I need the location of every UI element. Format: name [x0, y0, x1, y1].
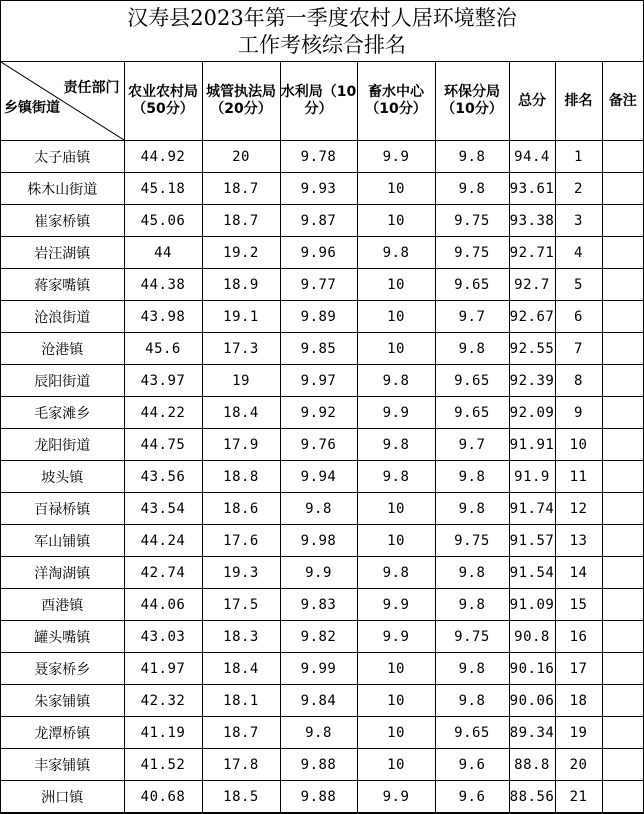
water-score-cell: 9.99 — [280, 653, 357, 685]
water-score-cell: 9.94 — [280, 461, 357, 493]
rank-cell: 20 — [555, 749, 602, 781]
township-name-cell: 坡头镇 — [1, 461, 124, 493]
total-score-cell: 92.09 — [509, 397, 555, 429]
env-score-cell: 9.6 — [435, 749, 509, 781]
urban-score-cell: 18.7 — [202, 173, 280, 205]
urban-score-cell: 19 — [202, 365, 280, 397]
water-score-cell: 9.88 — [280, 749, 357, 781]
table-row — [1, 749, 643, 781]
water-score-cell: 9.89 — [280, 301, 357, 333]
table-row — [1, 141, 643, 173]
rank-cell: 16 — [555, 621, 602, 653]
rank-cell: 5 — [555, 269, 602, 301]
document-title — [1, 1, 643, 62]
table-row — [1, 269, 643, 301]
urban-score-cell: 18.3 — [202, 621, 280, 653]
note-cell — [602, 237, 643, 269]
env-score-cell: 9.8 — [435, 653, 509, 685]
livestock-score-cell: 10 — [357, 493, 435, 525]
header-urban: 城管执法局（20分） — [202, 62, 280, 141]
urban-score-cell: 18.7 — [202, 717, 280, 749]
env-score-cell: 9.8 — [435, 589, 509, 621]
table-row — [1, 237, 643, 269]
livestock-score-cell: 9.9 — [357, 397, 435, 429]
water-score-cell: 9.78 — [280, 141, 357, 173]
total-score-cell: 91.57 — [509, 525, 555, 557]
rank-cell: 10 — [555, 429, 602, 461]
total-score-cell: 92.67 — [509, 301, 555, 333]
total-score-cell: 90.8 — [509, 621, 555, 653]
note-cell — [602, 365, 643, 397]
township-name-cell: 聂家桥乡 — [1, 653, 124, 685]
agri-score-cell: 41.19 — [124, 717, 202, 749]
total-score-cell: 88.8 — [509, 749, 555, 781]
urban-score-cell: 18.7 — [202, 205, 280, 237]
env-score-cell: 9.65 — [435, 717, 509, 749]
livestock-score-cell: 10 — [357, 301, 435, 333]
township-name-cell: 龙阳街道 — [1, 429, 124, 461]
rank-cell: 7 — [555, 333, 602, 365]
township-name-cell: 毛家滩乡 — [1, 397, 124, 429]
header-note: 备注 — [602, 62, 643, 141]
township-name-cell: 军山铺镇 — [1, 525, 124, 557]
title-line-1: 汉寿县2023年第一季度农村人居环境整治 — [127, 6, 517, 30]
note-cell — [602, 781, 643, 813]
note-cell — [602, 205, 643, 237]
livestock-score-cell: 10 — [357, 333, 435, 365]
total-score-cell: 94.4 — [509, 141, 555, 173]
header-livestock: 畜水中心（10分） — [357, 62, 435, 141]
agri-score-cell: 43.54 — [124, 493, 202, 525]
urban-score-cell: 18.1 — [202, 685, 280, 717]
env-score-cell: 9.75 — [435, 621, 509, 653]
livestock-score-cell: 10 — [357, 269, 435, 301]
table-row — [1, 557, 643, 589]
livestock-score-cell: 10 — [357, 717, 435, 749]
livestock-score-cell: 9.8 — [357, 557, 435, 589]
agri-score-cell: 43.97 — [124, 365, 202, 397]
water-score-cell: 9.76 — [280, 429, 357, 461]
agri-score-cell: 41.97 — [124, 653, 202, 685]
water-score-cell: 9.87 — [280, 205, 357, 237]
rank-cell: 4 — [555, 237, 602, 269]
township-name-cell: 朱家铺镇 — [1, 685, 124, 717]
env-score-cell: 9.65 — [435, 397, 509, 429]
table-row — [1, 461, 643, 493]
note-cell — [602, 173, 643, 205]
corner-label-department: 责任部门 — [63, 80, 120, 96]
note-cell — [602, 461, 643, 493]
livestock-score-cell: 10 — [357, 749, 435, 781]
total-score-cell: 89.34 — [509, 717, 555, 749]
env-score-cell: 9.8 — [435, 333, 509, 365]
total-score-cell: 91.91 — [509, 429, 555, 461]
total-score-cell: 91.54 — [509, 557, 555, 589]
total-score-cell: 93.38 — [509, 205, 555, 237]
table-row — [1, 717, 643, 749]
total-score-cell: 93.61 — [509, 173, 555, 205]
total-score-cell: 91.9 — [509, 461, 555, 493]
livestock-score-cell: 9.8 — [357, 237, 435, 269]
rank-cell: 8 — [555, 365, 602, 397]
total-score-cell: 91.09 — [509, 589, 555, 621]
table-row — [1, 781, 643, 813]
rank-cell: 19 — [555, 717, 602, 749]
livestock-score-cell: 10 — [357, 173, 435, 205]
table-row — [1, 525, 643, 557]
water-score-cell: 9.85 — [280, 333, 357, 365]
township-name-cell: 沧浪街道 — [1, 301, 124, 333]
table-row — [1, 333, 643, 365]
note-cell — [602, 621, 643, 653]
agri-score-cell: 42.32 — [124, 685, 202, 717]
agri-score-cell: 41.52 — [124, 749, 202, 781]
urban-score-cell: 20 — [202, 141, 280, 173]
rank-cell: 13 — [555, 525, 602, 557]
table-row — [1, 205, 643, 237]
livestock-score-cell: 10 — [357, 205, 435, 237]
water-score-cell: 9.82 — [280, 621, 357, 653]
agri-score-cell: 44.92 — [124, 141, 202, 173]
urban-score-cell: 18.5 — [202, 781, 280, 813]
livestock-score-cell: 9.9 — [357, 589, 435, 621]
table-row — [1, 493, 643, 525]
env-score-cell: 9.8 — [435, 685, 509, 717]
rank-cell: 17 — [555, 653, 602, 685]
water-score-cell: 9.8 — [280, 493, 357, 525]
agri-score-cell: 44.24 — [124, 525, 202, 557]
corner-label-township: 乡镇街道 — [4, 100, 60, 116]
env-score-cell: 9.8 — [435, 141, 509, 173]
urban-score-cell: 18.6 — [202, 493, 280, 525]
township-name-cell: 岩汪湖镇 — [1, 237, 124, 269]
agri-score-cell: 40.68 — [124, 781, 202, 813]
note-cell — [602, 749, 643, 781]
township-name-cell: 龙潭桥镇 — [1, 717, 124, 749]
note-cell — [602, 685, 643, 717]
agri-score-cell: 45.6 — [124, 333, 202, 365]
note-cell — [602, 333, 643, 365]
env-score-cell: 9.8 — [435, 557, 509, 589]
township-name-cell: 沧港镇 — [1, 333, 124, 365]
agri-score-cell: 43.03 — [124, 621, 202, 653]
township-name-cell: 辰阳街道 — [1, 365, 124, 397]
urban-score-cell: 17.3 — [202, 333, 280, 365]
note-cell — [602, 493, 643, 525]
rank-cell: 18 — [555, 685, 602, 717]
agri-score-cell: 43.98 — [124, 301, 202, 333]
township-name-cell: 百禄桥镇 — [1, 493, 124, 525]
rank-cell: 11 — [555, 461, 602, 493]
water-score-cell: 9.83 — [280, 589, 357, 621]
water-score-cell: 9.8 — [280, 717, 357, 749]
header-agri: 农业农村局（50分） — [124, 62, 202, 141]
table-row — [1, 653, 643, 685]
livestock-score-cell: 9.9 — [357, 621, 435, 653]
note-cell — [602, 717, 643, 749]
total-score-cell: 92.7 — [509, 269, 555, 301]
rank-cell: 3 — [555, 205, 602, 237]
livestock-score-cell: 9.9 — [357, 781, 435, 813]
table-row — [1, 589, 643, 621]
env-score-cell: 9.75 — [435, 237, 509, 269]
water-score-cell: 9.93 — [280, 173, 357, 205]
env-score-cell: 9.8 — [435, 461, 509, 493]
water-score-cell: 9.97 — [280, 365, 357, 397]
urban-score-cell: 17.8 — [202, 749, 280, 781]
agri-score-cell: 44.06 — [124, 589, 202, 621]
livestock-score-cell: 10 — [357, 685, 435, 717]
township-name-cell: 酉港镇 — [1, 589, 124, 621]
note-cell — [602, 141, 643, 173]
total-score-cell: 88.56 — [509, 781, 555, 813]
note-cell — [602, 557, 643, 589]
header-total: 总分 — [509, 62, 555, 141]
note-cell — [602, 301, 643, 333]
township-name-cell: 太子庙镇 — [1, 141, 124, 173]
env-score-cell: 9.8 — [435, 493, 509, 525]
table-row — [1, 621, 643, 653]
urban-score-cell: 18.4 — [202, 653, 280, 685]
urban-score-cell: 17.5 — [202, 589, 280, 621]
header-rank: 排名 — [555, 62, 602, 141]
livestock-score-cell: 9.8 — [357, 429, 435, 461]
urban-score-cell: 17.6 — [202, 525, 280, 557]
rank-cell: 2 — [555, 173, 602, 205]
env-score-cell: 9.7 — [435, 301, 509, 333]
note-cell — [602, 269, 643, 301]
agri-score-cell: 45.18 — [124, 173, 202, 205]
livestock-score-cell: 9.9 — [357, 141, 435, 173]
rank-cell: 9 — [555, 397, 602, 429]
table-row — [1, 429, 643, 461]
township-name-cell: 丰家铺镇 — [1, 749, 124, 781]
total-score-cell: 92.55 — [509, 333, 555, 365]
rank-cell: 14 — [555, 557, 602, 589]
total-score-cell: 90.16 — [509, 653, 555, 685]
rank-cell: 12 — [555, 493, 602, 525]
water-score-cell: 9.84 — [280, 685, 357, 717]
agri-score-cell: 44.38 — [124, 269, 202, 301]
livestock-score-cell: 9.8 — [357, 365, 435, 397]
water-score-cell: 9.9 — [280, 557, 357, 589]
total-score-cell: 90.06 — [509, 685, 555, 717]
env-score-cell: 9.65 — [435, 269, 509, 301]
water-score-cell: 9.96 — [280, 237, 357, 269]
agri-score-cell: 44.22 — [124, 397, 202, 429]
urban-score-cell: 19.1 — [202, 301, 280, 333]
water-score-cell: 9.77 — [280, 269, 357, 301]
township-name-cell: 罐头嘴镇 — [1, 621, 124, 653]
water-score-cell: 9.92 — [280, 397, 357, 429]
water-score-cell: 9.98 — [280, 525, 357, 557]
table-row — [1, 365, 643, 397]
env-score-cell: 9.6 — [435, 781, 509, 813]
agri-score-cell: 45.06 — [124, 205, 202, 237]
township-name-cell: 洲口镇 — [1, 781, 124, 813]
urban-score-cell: 17.9 — [202, 429, 280, 461]
agri-score-cell: 43.56 — [124, 461, 202, 493]
urban-score-cell: 18.8 — [202, 461, 280, 493]
note-cell — [602, 397, 643, 429]
agri-score-cell: 44 — [124, 237, 202, 269]
note-cell — [602, 429, 643, 461]
table-row — [1, 685, 643, 717]
table-row — [1, 173, 643, 205]
rank-cell: 1 — [555, 141, 602, 173]
township-name-cell: 崔家桥镇 — [1, 205, 124, 237]
note-cell — [602, 589, 643, 621]
urban-score-cell: 18.4 — [202, 397, 280, 429]
note-cell — [602, 653, 643, 685]
livestock-score-cell: 10 — [357, 653, 435, 685]
note-cell — [602, 525, 643, 557]
total-score-cell: 92.71 — [509, 237, 555, 269]
township-name-cell: 蒋家嘴镇 — [1, 269, 124, 301]
rank-cell: 6 — [555, 301, 602, 333]
env-score-cell: 9.8 — [435, 173, 509, 205]
agri-score-cell: 42.74 — [124, 557, 202, 589]
water-score-cell: 9.88 — [280, 781, 357, 813]
urban-score-cell: 18.9 — [202, 269, 280, 301]
urban-score-cell: 19.3 — [202, 557, 280, 589]
rank-cell: 15 — [555, 589, 602, 621]
ranking-table — [1, 62, 643, 813]
title-line-2: 工作考核综合排名 — [238, 33, 406, 57]
table-row — [1, 301, 643, 333]
corner-header-cell — [1, 62, 124, 141]
agri-score-cell: 44.75 — [124, 429, 202, 461]
env-score-cell: 9.75 — [435, 525, 509, 557]
header-env: 环保分局（10分） — [435, 62, 509, 141]
env-score-cell: 9.65 — [435, 365, 509, 397]
township-name-cell: 株木山街道 — [1, 173, 124, 205]
total-score-cell: 91.74 — [509, 493, 555, 525]
rank-cell: 21 — [555, 781, 602, 813]
env-score-cell: 9.75 — [435, 205, 509, 237]
urban-score-cell: 19.2 — [202, 237, 280, 269]
township-name-cell: 洋淘湖镇 — [1, 557, 124, 589]
header-water: 水利局（10分） — [280, 62, 357, 141]
env-score-cell: 9.7 — [435, 429, 509, 461]
livestock-score-cell: 9.8 — [357, 461, 435, 493]
livestock-score-cell: 10 — [357, 525, 435, 557]
table-row — [1, 397, 643, 429]
total-score-cell: 92.39 — [509, 365, 555, 397]
header-row — [1, 62, 643, 141]
